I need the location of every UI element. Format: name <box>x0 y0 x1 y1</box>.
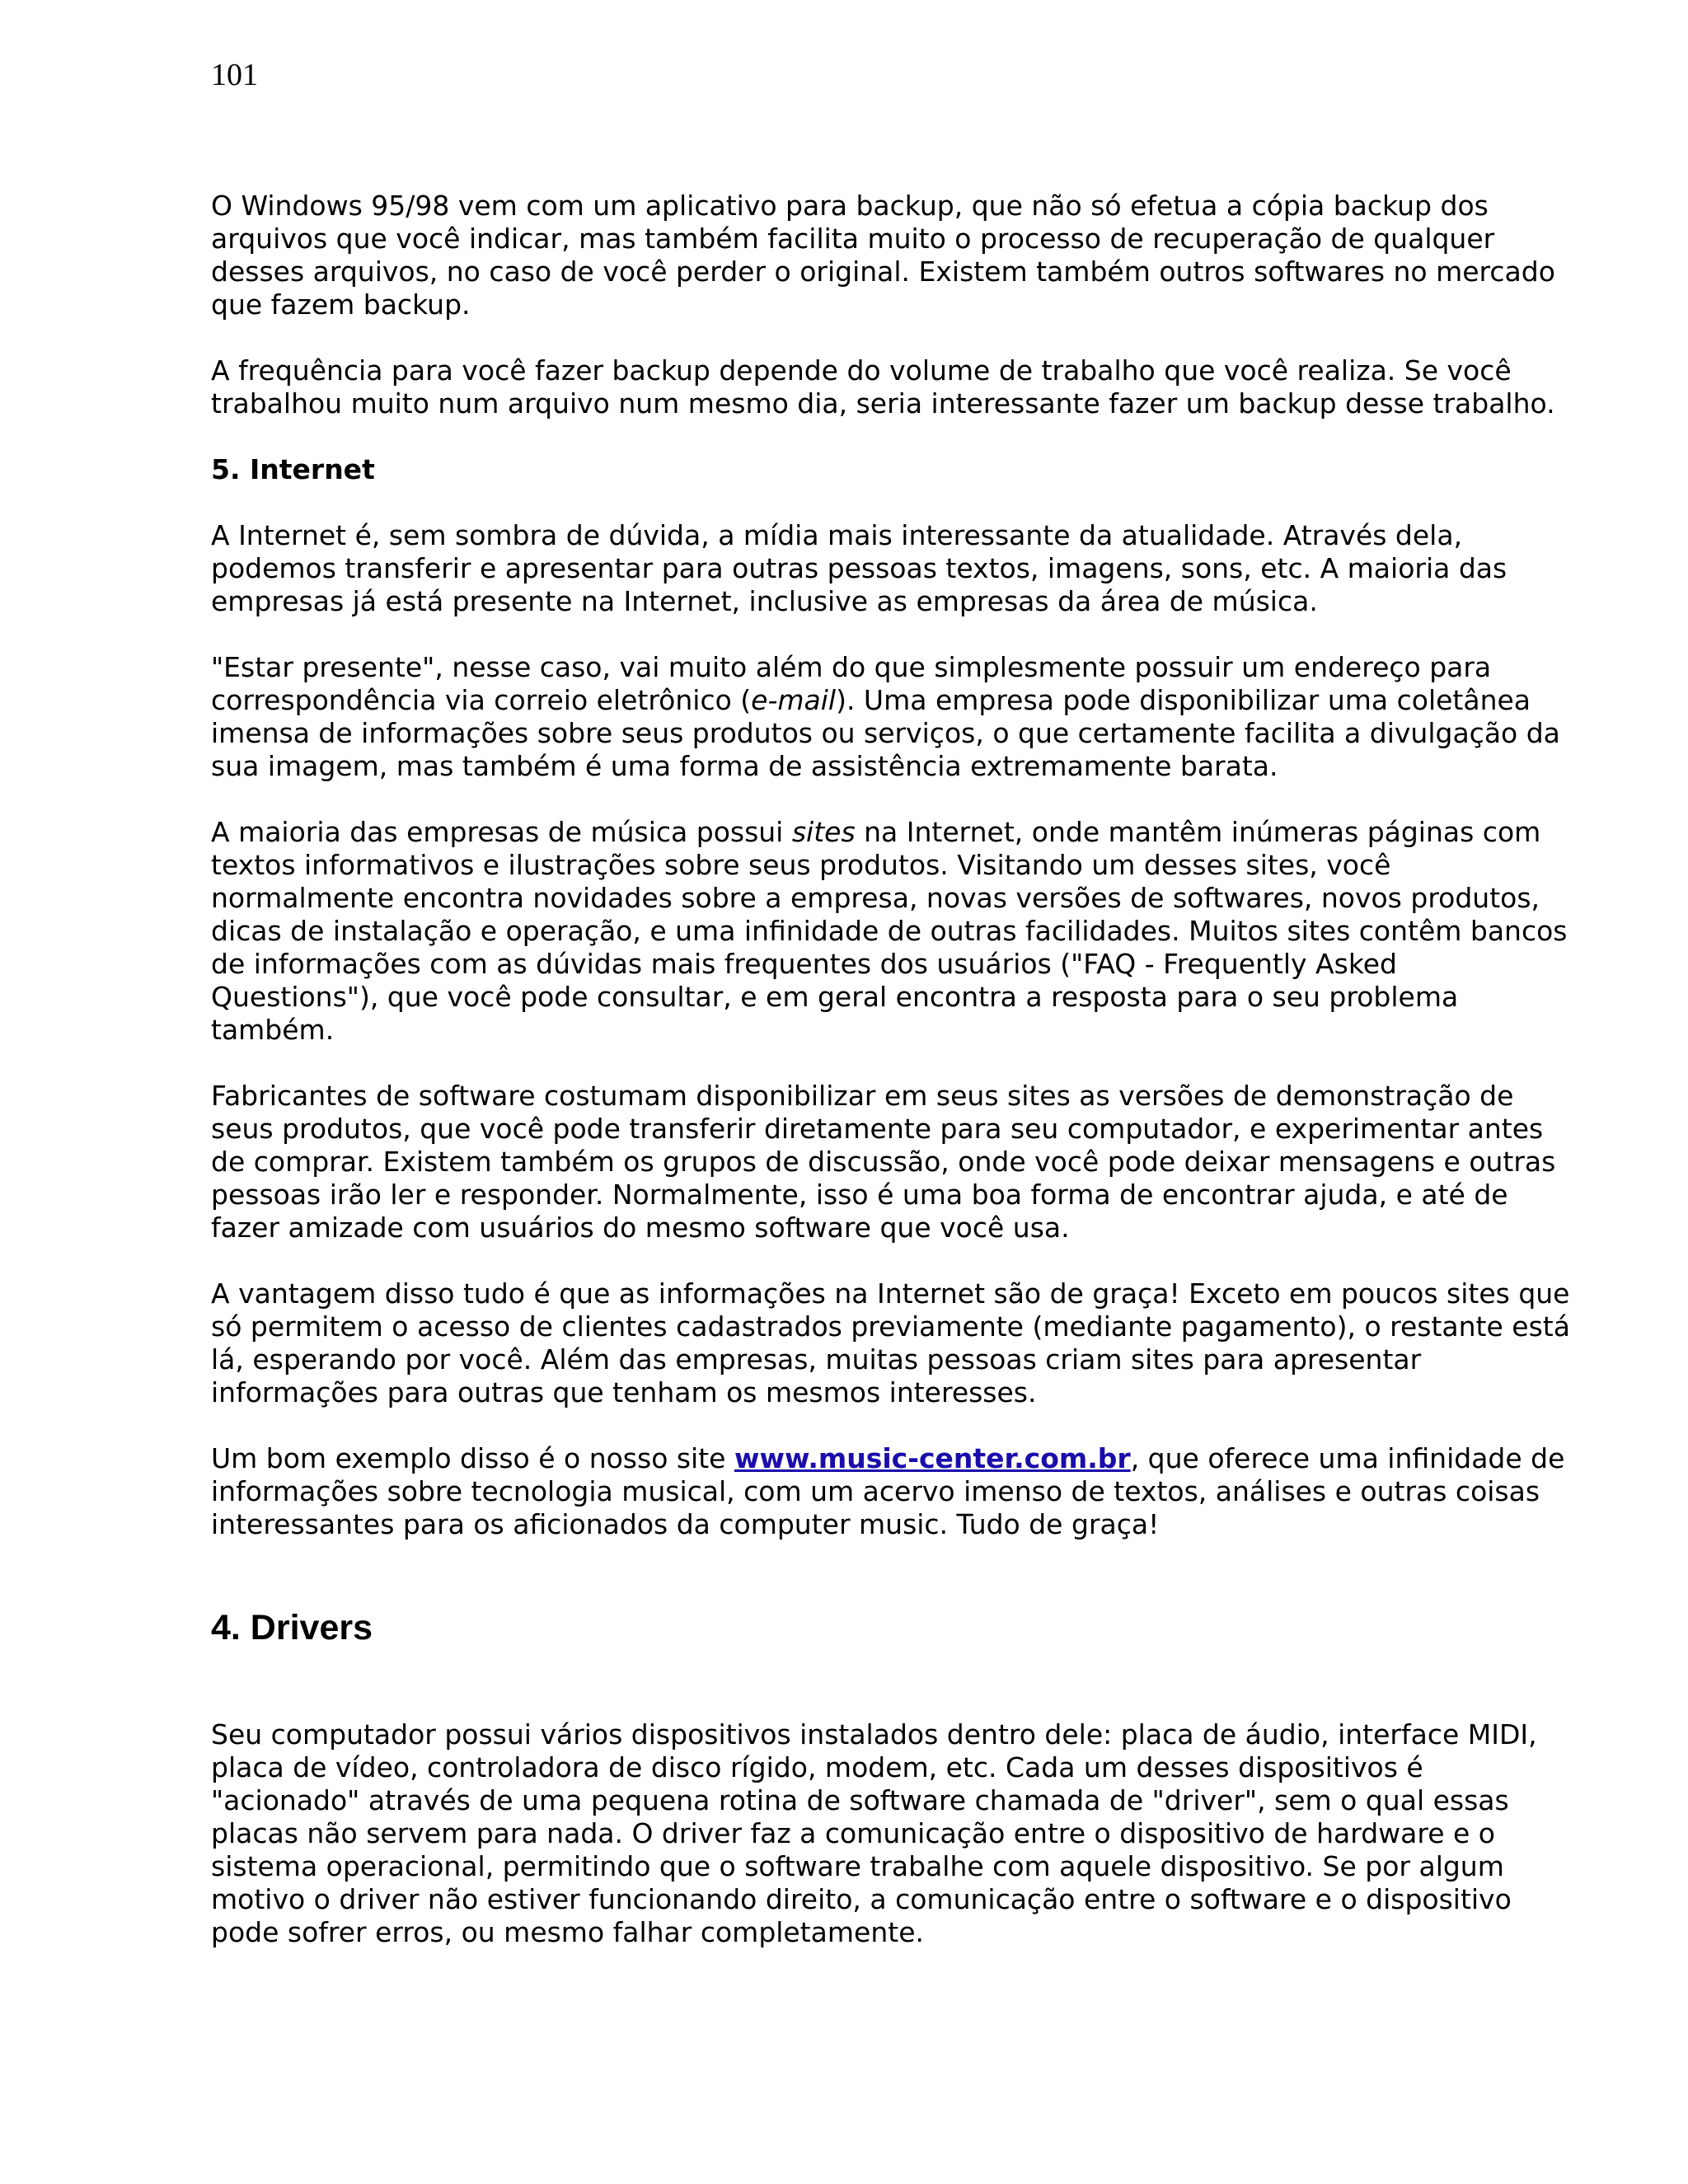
internet-paragraph-3 <box>211 816 1571 1047</box>
internet-p3-text-start: A maioria das empresas de música possui <box>211 816 792 848</box>
page-number: 101 <box>211 58 258 92</box>
internet-p2-text-start: "Estar presente", nesse caso, vai muito além do que simplesmente possuir um endereço para correspondência via correio eletrônico ( <box>211 651 1492 716</box>
section-heading-drivers: 4. Drivers <box>211 1608 373 1647</box>
internet-p6-text-start: Um bom exemplo disso é o nosso site <box>211 1442 734 1474</box>
internet-paragraph-2 <box>211 651 1571 783</box>
drivers-paragraph-1: Seu computador possui vários dispositivos instalados dentro dele: placa de áudio, interface MIDI, placa de vídeo, controladora de disco rígido, modem, etc. Cada um desses dispositivos é "acionado" através de uma pequena rotina de software chamada de "driver", sem o qual essas placas não servem para nada. O driver faz a comunicação entre o dispositivo de hardware e o sistema operacional, permitindo que o software trabalhe com aquele dispositivo. Se por algum motivo o driver não estiver funcionando direito, a comunicação entre o software e o dispositivo pode sofrer erros, ou mesmo falhar completamente. <box>211 1718 1537 1948</box>
email-term: e-mail <box>751 684 837 716</box>
internet-paragraph-4: Fabricantes de software costumam disponibilizar em seus sites as versões de demonstração de seus produtos, que você pode transferir diretamente para seu computador, e experimentar antes de comprar. Existem também os grupos de discussão, onde você pode deixar mensagens e outras pessoas irão ler e responder. Normalmente, isso é uma boa forma de encontrar ajuda, e até de fazer amizade com usuários do mesmo software que você usa. <box>211 1080 1556 1244</box>
internet-paragraph-6 <box>211 1442 1571 1541</box>
page-content <box>211 190 1571 1982</box>
internet-paragraph-5: A vantagem disso tudo é que as informações na Internet são de graça! Exceto em poucos sites que só permitem o acesso de clientes cadastrados previamente (mediante pagamento), o restante está lá, esperando por você. Além das empresas, muitas pessoas criam sites para apresentar informações para outras que tenham os mesmos interesses. <box>211 1277 1570 1408</box>
music-center-link[interactable]: www.music-center.com.br <box>734 1442 1131 1474</box>
backup-paragraph-2: A frequência para você fazer backup depende do volume de trabalho que você realiza. Se você trabalhou muito num arquivo num mesmo dia, seria interessante fazer um backup desse trabalho. <box>211 354 1555 419</box>
internet-p3-text-end: na Internet, onde mantêm inúmeras páginas com textos informativos e ilustrações sobre seus produtos. Visitando um desses sites, você normalmente encontra novidades sobre a empresa, novas versões de softwares, novos produtos, dicas de instalação e operação, e uma infinidade de outras facilidades. Muitos sites contêm bancos de informações com as dúvidas mais frequentes dos usuários ("FAQ - Frequently Asked Questions"), que você pode consultar, e em geral encontra a resposta para o seu problema também. <box>211 816 1568 1046</box>
section-heading-internet: 5. Internet <box>211 453 375 485</box>
internet-paragraph-1: A Internet é, sem sombra de dúvida, a mídia mais interessante da atualidade. Através dela, podemos transferir e apresentar para outras pessoas textos, imagens, sons, etc. A maioria das empresas já está presente na Internet, inclusive as empresas da área de música. <box>211 519 1507 617</box>
backup-paragraph-1: O Windows 95/98 vem com um aplicativo para backup, que não só efetua a cópia backup dos arquivos que você indicar, mas também facilita muito o processo de recuperação de qualquer desses arquivos, no caso de você perder o original. Existem também outros softwares no mercado que fazem backup. <box>211 190 1555 321</box>
internet-p2-text-end: ). Uma empresa pode disponibilizar uma coletânea imensa de informações sobre seus produtos ou serviços, o que certamente facilita a divulgação da sua imagem, mas também é uma forma de assistência extremamente barata. <box>211 684 1560 782</box>
internet-p6-text-end: , que oferece uma infinidade de informações sobre tecnologia musical, com um acervo imenso de textos, análises e outras coisas interessantes para os aficionados da computer music. Tudo de graça! <box>211 1442 1565 1540</box>
sites-term: sites <box>791 816 856 848</box>
